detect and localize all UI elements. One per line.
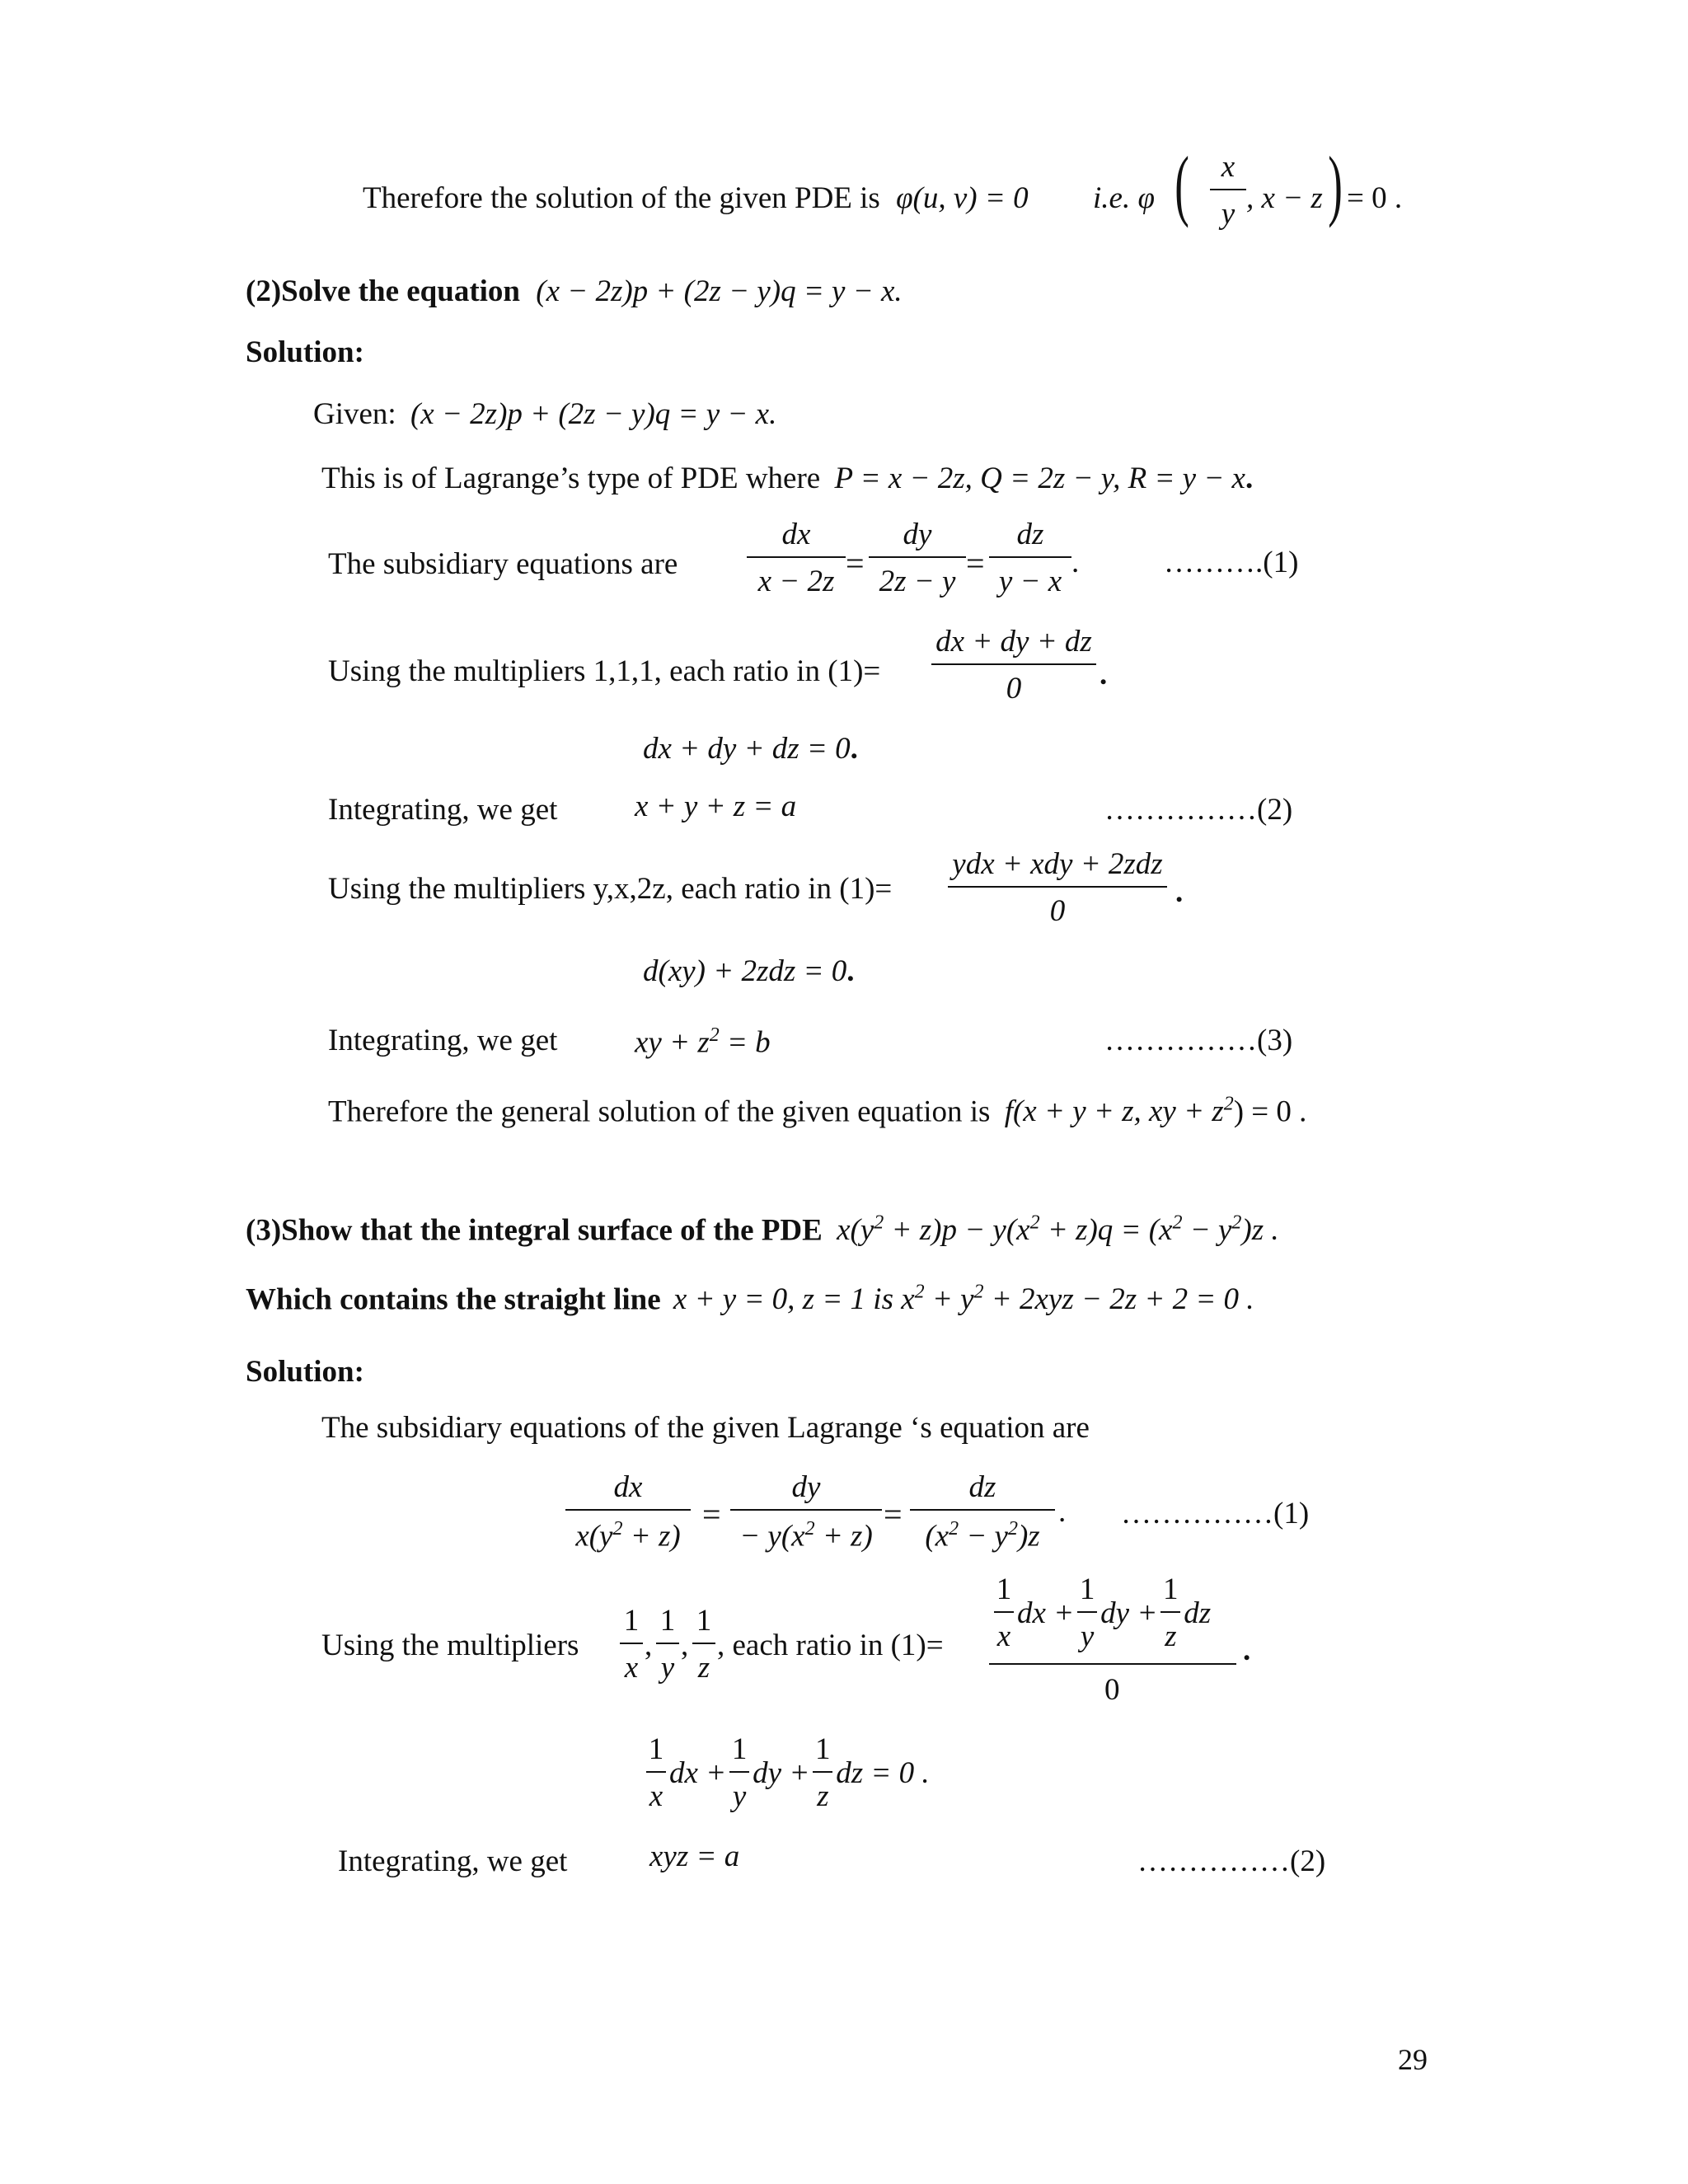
given-line <box>313 399 776 429</box>
p3-fr2-den-a: − y(x <box>739 1519 805 1554</box>
r-1x <box>646 1734 666 1811</box>
frac-den: y <box>1221 197 1236 231</box>
p3-fr3-den <box>910 1518 1055 1554</box>
mult2-eq-period: . <box>846 954 855 988</box>
pde-a: x(y <box>837 1213 874 1248</box>
p3-fr1-den-a: x(y <box>575 1519 613 1554</box>
r-1y <box>729 1734 749 1811</box>
p3-int-eq: xyz = a <box>649 1840 740 1873</box>
comma-1: , <box>645 1629 653 1662</box>
r-1z-num: 1 <box>815 1732 831 1766</box>
p3-fr1-den-s: 2 <box>612 1518 623 1540</box>
p2-fr3-num: dz <box>1016 518 1044 551</box>
comma-2: , <box>681 1629 689 1662</box>
bn-1y-den: y <box>1080 1619 1095 1653</box>
pde-e: )z . <box>1241 1213 1279 1248</box>
m-1z-bar <box>692 1643 715 1644</box>
p3-fr2-den-b: + z) <box>814 1519 873 1554</box>
int2-eq <box>635 1024 771 1060</box>
int2-sup: 2 <box>709 1024 720 1046</box>
p2-tag1: ……….(1) <box>1164 546 1299 579</box>
int2-text: Integrating, we get <box>328 1024 558 1057</box>
mult1-eq: dx + dy + dz = 0 <box>643 732 851 766</box>
equals-zero: = 0 . <box>1347 181 1403 215</box>
mult1-fraction <box>931 626 1096 704</box>
general-eq-sup: 2 <box>1223 1094 1234 1115</box>
mult2-result <box>643 956 854 987</box>
p2-eq2: = <box>966 545 985 582</box>
problem2-solution-label: Solution: <box>246 335 364 369</box>
lagrange-text: This is of Lagrange’s type of PDE where <box>321 462 821 495</box>
problem2-title: (2)Solve the equation <box>246 274 520 308</box>
x-minus-z: , x − z <box>1246 181 1323 215</box>
r-1x-num: 1 <box>648 1732 664 1766</box>
mult2-text: Using the multipliers y,x,2z, each ratio in (1)= <box>328 872 893 906</box>
bn-1z-bar <box>1160 1611 1180 1613</box>
int2-rest: = b <box>719 1025 771 1060</box>
r-1y-num: 1 <box>731 1732 748 1766</box>
pde-s1: 2 <box>874 1212 884 1234</box>
frac-bar <box>1210 189 1246 190</box>
p3-fr3-den-b: − y <box>959 1519 1008 1554</box>
p3-fraction-dz <box>910 1470 1055 1554</box>
r-1z-den: z <box>817 1779 829 1813</box>
given-label: Given: <box>313 397 396 431</box>
p2-fr1-bar <box>747 556 846 558</box>
general-eq <box>1005 1094 1234 1128</box>
r-dx: dx + <box>669 1755 727 1790</box>
mult2-num: ydx + xdy + 2zdz <box>952 847 1163 881</box>
lagrange-line <box>321 463 1253 494</box>
problem3-heading <box>246 1212 1279 1248</box>
general-text: Therefore the general solution of the given equation is <box>328 1094 991 1129</box>
mult1-result <box>643 733 858 764</box>
problem3-pde <box>837 1213 1279 1247</box>
bn-1z-num: 1 <box>1163 1572 1179 1606</box>
p2-fraction-dy <box>869 519 966 597</box>
p3-fr-period: . <box>1058 1495 1067 1529</box>
p3-fraction-dy <box>730 1470 882 1554</box>
m-1x-num: 1 <box>623 1604 640 1638</box>
p2-fraction-dx <box>747 519 846 597</box>
r-1y-bar <box>729 1771 749 1773</box>
mult2-fraction <box>948 849 1167 926</box>
p2-fr3-den: y − x <box>998 565 1062 598</box>
r-dz-eq: dz = 0 . <box>836 1755 930 1790</box>
p2-fr2-num: dy <box>903 518 932 551</box>
mult1-den: 0 <box>1006 672 1022 705</box>
p3-mult-tail: , each ratio in (1)= <box>717 1629 944 1662</box>
big-frac-bar <box>989 1663 1236 1665</box>
p3-subsidiary-text: The subsidiary equations of the given Lagrange ‘s equation are <box>321 1411 1090 1445</box>
m-1x-den: x <box>624 1651 639 1685</box>
big-frac-numerator <box>994 1574 1211 1652</box>
straight-line-eq <box>673 1282 1254 1316</box>
mult1-num: dx + dy + dz <box>935 625 1092 658</box>
bn-1y-num: 1 <box>1079 1572 1095 1606</box>
m-1x-bar <box>620 1643 643 1644</box>
m-1z-num: 1 <box>696 1604 712 1638</box>
p2-fr1-num: dx <box>781 518 811 551</box>
frac-num: x <box>1221 150 1236 184</box>
bn-1x-bar <box>994 1611 1014 1613</box>
p3-tag1: ……………(1) <box>1121 1497 1310 1530</box>
p2-fr3-bar <box>989 556 1071 558</box>
bn-1x <box>994 1574 1014 1652</box>
phi-equation: φ(u, v) = 0 <box>896 181 1029 215</box>
pde-s4: 2 <box>1231 1212 1242 1234</box>
p3-eq2: = <box>884 1496 903 1533</box>
p3-int-text: Integrating, we get <box>338 1844 568 1878</box>
line-s2: 2 <box>973 1282 984 1303</box>
general-eq-a: f(x + y + z, xy + z <box>1004 1094 1224 1129</box>
mult2-bar <box>948 886 1167 888</box>
p3-fr1-den <box>565 1518 691 1554</box>
general-solution-line <box>328 1094 1306 1127</box>
p3-fr1-num: dx <box>613 1470 643 1504</box>
pde-s2: 2 <box>1029 1212 1040 1234</box>
int1-eq: x + y + z = a <box>635 790 797 823</box>
p3-fr1-bar <box>565 1509 691 1511</box>
line-eq-c: + 2xyz − 2z + 2 = 0 . <box>983 1282 1254 1317</box>
p2-tag3: ……………(3) <box>1104 1024 1293 1057</box>
problem3-title: (3)Show that the integral surface of the PDE <box>246 1213 823 1248</box>
r-1z-bar <box>813 1771 832 1773</box>
p2-fraction-dz <box>989 519 1071 597</box>
p2-eq1: = <box>846 545 865 582</box>
lagrange-period: . <box>1245 462 1254 495</box>
bn-1x-num: 1 <box>996 1572 1012 1606</box>
r-1z <box>813 1734 832 1811</box>
bn-1x-den: x <box>996 1619 1011 1653</box>
p2-fr2-den: 2z − y <box>879 565 956 598</box>
pde-c: + z)q = (x <box>1039 1213 1173 1248</box>
bn-dx: dx + <box>1017 1596 1075 1630</box>
p2-fr-period: . <box>1071 546 1080 579</box>
bn-1z-den: z <box>1165 1619 1177 1653</box>
line-s1: 2 <box>914 1282 925 1303</box>
mult1-period: . <box>1100 658 1108 691</box>
m-1y-den: y <box>660 1651 675 1685</box>
p3-fr2-den <box>730 1518 882 1554</box>
therefore-text: Therefore the solution of the given PDE is <box>363 181 880 215</box>
mult2-den: 0 <box>1049 894 1066 928</box>
bn-dy: dy + <box>1100 1596 1158 1630</box>
problem2-equation: (x − 2z)p + (2z − y)q = y − x. <box>536 274 903 308</box>
lagrange-pqr: P = x − 2z, Q = 2z − y, R = y − x <box>834 462 1245 495</box>
p2-tag2: ……………(2) <box>1104 793 1293 827</box>
p2-fr2-bar <box>869 556 966 558</box>
p3-fr2-den-s: 2 <box>804 1518 815 1540</box>
problem3-solution-label: Solution: <box>246 1355 364 1389</box>
pde-b: + z)p − y(x <box>884 1213 1030 1248</box>
p3-fr3-den-a: (x <box>925 1519 950 1554</box>
p3-fr3-bar <box>910 1509 1055 1511</box>
general-eq-b: ) = 0 . <box>1233 1094 1307 1129</box>
straight-line-text: Which contains the straight line <box>246 1282 661 1317</box>
mult1-bar <box>931 663 1096 665</box>
p3-fr3-den-s: 2 <box>949 1518 959 1540</box>
mult1-eq-period: . <box>850 732 858 766</box>
r-1y-den: y <box>732 1779 747 1813</box>
m-1z-den: z <box>697 1651 710 1685</box>
p3-eq1: = <box>702 1496 721 1533</box>
pde-s3: 2 <box>1172 1212 1183 1234</box>
bn-1y <box>1077 1574 1097 1652</box>
x-over-y-fraction <box>1210 152 1246 229</box>
p3-fraction-dx <box>565 1470 691 1554</box>
line-eq-a: x + y = 0, z = 1 is x <box>673 1282 915 1317</box>
mult2-eq: d(xy) + 2zdz = 0 <box>643 954 847 988</box>
p3-fr3-num: dz <box>968 1470 996 1504</box>
mult-1-over-z <box>692 1605 715 1683</box>
mult2-period: . <box>1175 875 1184 909</box>
problem3-heading2 <box>246 1282 1254 1315</box>
m-1y-num: 1 <box>659 1604 676 1638</box>
p3-fr3-den-c: )z <box>1017 1519 1040 1554</box>
int1-text: Integrating, we get <box>328 793 558 827</box>
int2-base: xy + z <box>635 1025 710 1060</box>
m-1y-bar <box>656 1643 679 1644</box>
line-eq-b: + y <box>924 1282 974 1317</box>
p3-fr3-den-s2: 2 <box>1007 1518 1018 1540</box>
given-equation: (x − 2z)p + (2z − y)q = y − x. <box>410 397 777 431</box>
big-frac-den: 0 <box>1104 1673 1120 1707</box>
p3-fr2-num: dy <box>791 1470 821 1504</box>
pde-d: − y <box>1182 1213 1232 1248</box>
p3-fr1-den-b: + z) <box>622 1519 681 1554</box>
r-1x-bar <box>646 1771 666 1773</box>
r-1x-den: x <box>649 1779 663 1813</box>
problem2-heading <box>246 276 903 307</box>
left-paren: ( <box>1175 140 1189 228</box>
right-paren: ) <box>1328 140 1343 228</box>
bn-1z <box>1160 1574 1180 1652</box>
mult-1-over-x <box>620 1605 643 1683</box>
p3-fr2-bar <box>730 1509 882 1511</box>
mult1-text: Using the multipliers 1,1,1, each ratio in (1)= <box>328 654 881 688</box>
big-frac-period: . <box>1243 1633 1251 1667</box>
page-number: 29 <box>1398 2043 1428 2076</box>
ie-phi: i.e. φ <box>1093 181 1155 215</box>
therefore-line <box>363 183 1029 213</box>
mult-1-over-y <box>656 1605 679 1683</box>
p2-fr1-den: x − 2z <box>757 565 835 598</box>
r-dy: dy + <box>753 1755 810 1790</box>
bn-1y-bar <box>1077 1611 1097 1613</box>
bn-dz: dz <box>1184 1596 1212 1630</box>
p3-tag2: ……………(2) <box>1137 1844 1326 1878</box>
subsidiary-text: The subsidiary equations are <box>328 547 678 581</box>
p3-mult-result <box>646 1734 930 1811</box>
p3-mult-text: Using the multipliers <box>321 1629 579 1662</box>
